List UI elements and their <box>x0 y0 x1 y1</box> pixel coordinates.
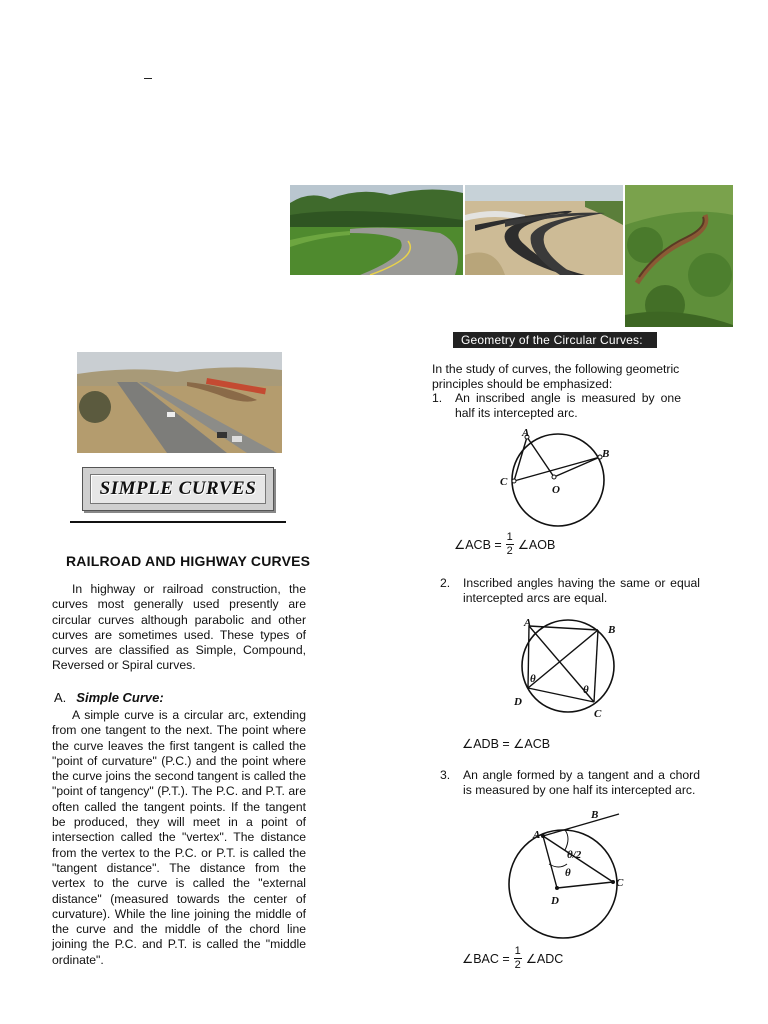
title-rule <box>70 521 286 523</box>
geometry-intro: In the study of curves, the following geometric principles should be emphasized: <box>432 362 680 392</box>
geometry-heading: Geometry of the Circular Curves: <box>453 332 657 348</box>
label-c: C <box>594 708 602 720</box>
label-o: O <box>552 484 560 496</box>
label-c: C <box>616 877 624 889</box>
simple-curves-title: SIMPLE CURVES <box>90 474 266 504</box>
principle-text: An angle formed by a tangent and a chord is measured by one half its intercepted arc. <box>463 768 700 798</box>
formula-3-right: ∠ADC <box>525 952 564 966</box>
fraction-denominator: 2 <box>506 545 513 557</box>
label-a: A <box>524 618 532 629</box>
fraction-half <box>506 532 514 557</box>
equal-inscribed-angles-figure <box>508 618 626 722</box>
label-d: D <box>514 696 522 708</box>
winding-highway-photo <box>465 185 623 275</box>
principle-number: 3. <box>440 768 451 782</box>
fraction-numerator: 1 <box>506 531 513 543</box>
label-theta-d: θ <box>530 673 536 685</box>
simple-curve-label: A. <box>54 690 67 705</box>
label-a: A <box>533 829 541 841</box>
fraction-numerator: 1 <box>514 945 521 957</box>
label-b: B <box>591 809 599 821</box>
section-heading: RAILROAD AND HIGHWAY CURVES <box>66 553 311 569</box>
railroad-curve-photo <box>625 185 733 327</box>
principle-number: 1. <box>432 391 443 405</box>
formula-3 <box>462 946 563 971</box>
principle-number: 2. <box>440 576 451 590</box>
label-b: B <box>602 448 610 460</box>
label-half-theta: θ/2 <box>567 849 582 861</box>
principle-text: An inscribed angle is measured by one half its intercepted arc. <box>455 391 681 421</box>
label-theta-c: θ <box>583 684 589 696</box>
simple-curve-paragraph: A simple curve is a circular arc, extending from one tangent to the next. The point where the curve leaves the first tangent is called the "point of curvature" (P.C.) and the point where the curve joins the second tangent is called the "point of tangency" (P.T.). The P.C. and P.T. are often called the tangent points. If the tangent be produced, they will meet in a point of intersection called the "vertex". The distance from the vertex to the P.C. or P.T. is called the "tangent distance". The distance from the vertex to the curve is called the "external distance" (measured towards the center of curvature). While the line joining the middle of the curve and the middle of the chord line joining the P.C. and P.T. is called the "middle ordinate". <box>52 708 306 967</box>
principle-text: Inscribed angles having the same or equal intercepted arcs are equal. <box>463 576 700 606</box>
fraction-half <box>514 946 522 971</box>
label-d: D <box>551 895 559 907</box>
label-c: C <box>500 476 508 488</box>
formula-3-left: ∠BAC = <box>462 952 510 966</box>
label-b: B <box>608 624 616 636</box>
label-a: A <box>522 427 530 439</box>
formula-1-right: ∠AOB <box>517 538 556 552</box>
formula-1 <box>454 532 555 557</box>
simple-curve-title: Simple Curve: <box>76 690 164 705</box>
header-mark <box>144 78 152 79</box>
fraction-denominator: 2 <box>514 959 521 971</box>
inscribed-angle-figure <box>500 425 626 529</box>
tangent-chord-figure <box>505 808 645 940</box>
highway-railroad-photo <box>77 352 282 453</box>
label-theta: θ <box>565 867 571 879</box>
intro-paragraph: In highway or railroad construction, the curves most generally used presently are circular curves although parabolic and other curves are sometimes used. These types of curves are classified as Simple, Compound, Reversed or Spiral curves. <box>52 582 306 673</box>
formula-2: ∠ADB = ∠ACB <box>462 737 551 751</box>
formula-1-left: ∠ACB = <box>454 538 502 552</box>
highway-curve-photo-1 <box>290 185 463 275</box>
simple-curves-title-plate <box>82 467 274 511</box>
simple-curve-heading <box>54 690 164 705</box>
